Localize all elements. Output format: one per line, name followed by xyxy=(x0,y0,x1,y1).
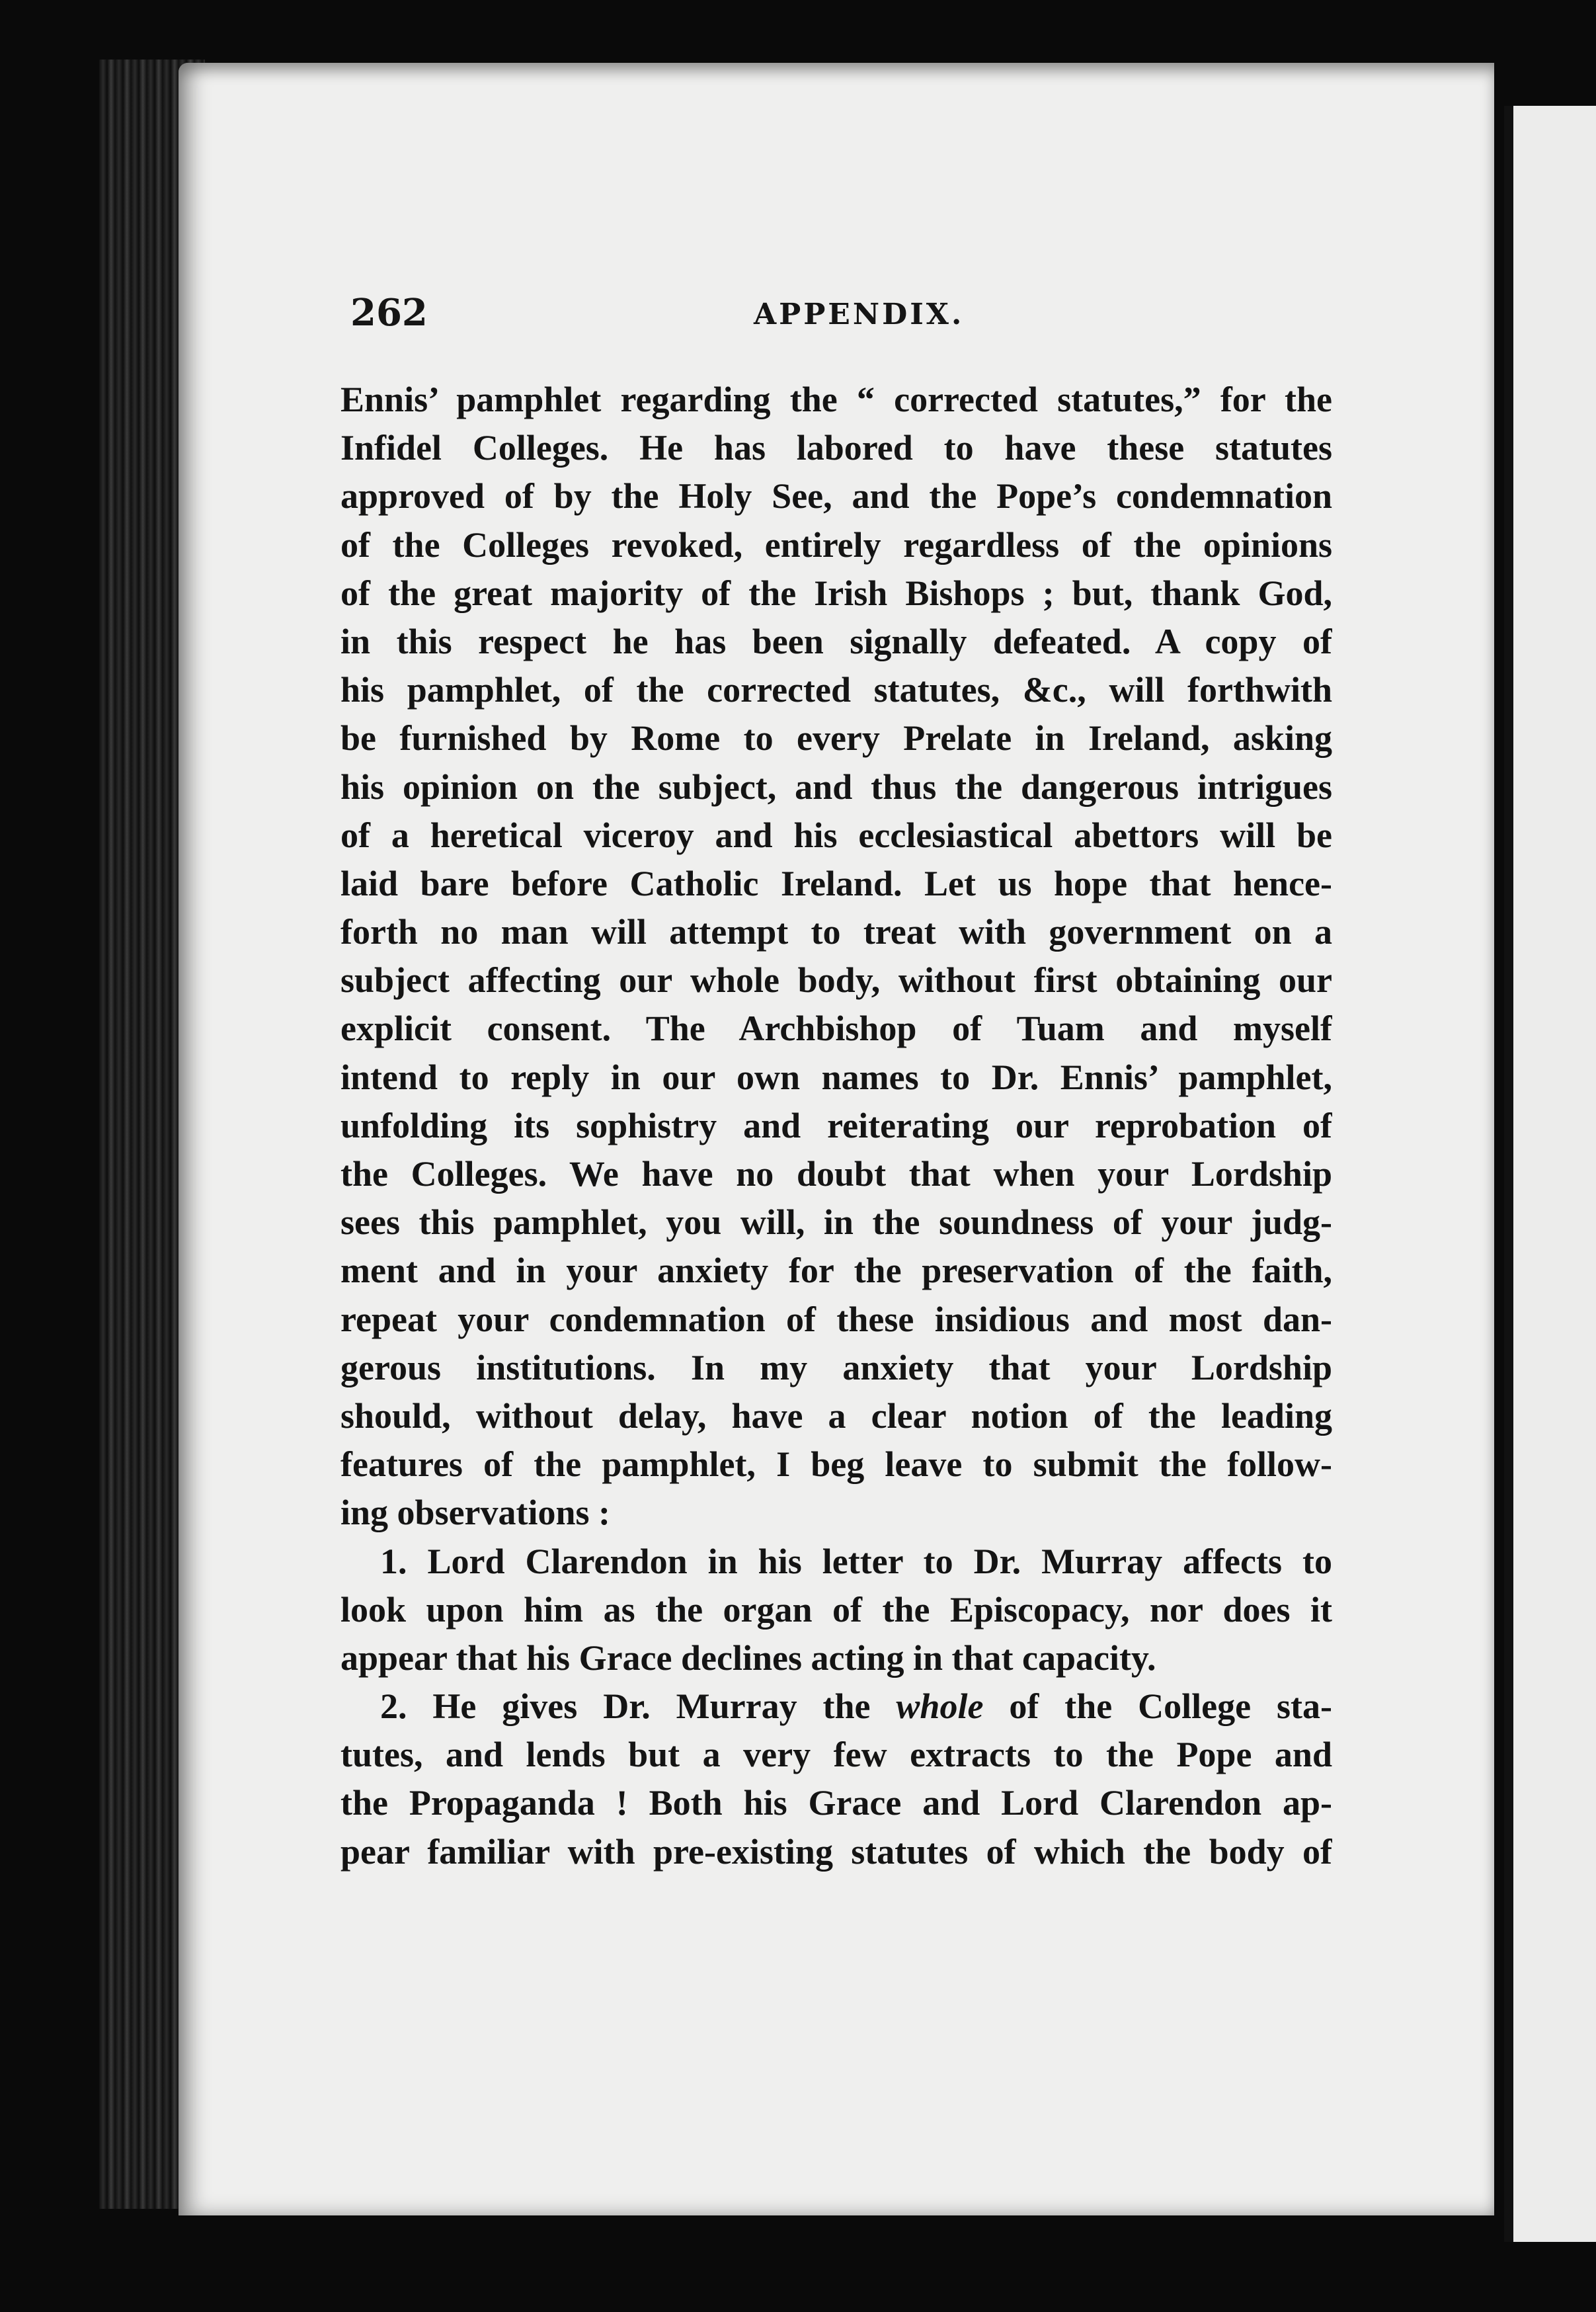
text-line: in this respect he has been signally defeated. A copy of xyxy=(340,621,1332,661)
page-header xyxy=(350,291,1342,344)
text-line: subject affecting our whole body, without first obtaining our xyxy=(340,960,1332,1001)
text-line: unfolding its sophistry and reiterating our reprobation of xyxy=(340,1105,1332,1145)
numbered-paragraph-line xyxy=(340,1682,1332,1731)
text-line: approved of by the Holy See, and the Pope’s condemnation xyxy=(340,476,1332,516)
text-line: laid bare before Catholic Ireland. Let us hope that hence- xyxy=(340,863,1332,903)
text-line: the Colleges. We have no doubt that when your Lordship xyxy=(340,1154,1332,1194)
text-line: intend to reply in our own names to Dr. Ennis’ pamphlet, xyxy=(340,1057,1332,1097)
text-run: of the College sta- xyxy=(1009,1686,1332,1727)
text-line: his opinion on the subject, and thus the dangerous intrigues xyxy=(340,766,1332,807)
text-line: ment and in your anxiety for the preservation of the faith, xyxy=(340,1251,1332,1291)
text-line: his pamphlet, of the corrected statutes, &c., will forthwith xyxy=(340,670,1332,710)
running-head: APPENDIX. xyxy=(754,298,965,331)
text-line: of a heretical viceroy and his ecclesiastical abettors will be xyxy=(340,815,1332,855)
facing-page-edge xyxy=(1504,106,1596,2242)
text-line: should, without delay, have a clear notion of the leading xyxy=(340,1395,1332,1436)
text-line: tutes, and lends but a very few extracts to the Pope and xyxy=(340,1735,1332,1775)
italic-word: whole xyxy=(896,1686,984,1727)
text-line: ing observations : xyxy=(340,1493,611,1533)
text-line: Ennis’ pamphlet regarding the “ corrected statutes,” for the xyxy=(340,380,1332,419)
numbered-paragraph-line: 1. Lord Clarendon in his letter to Dr. Murray affects to xyxy=(380,1541,1332,1581)
text-line: pear familiar with pre-existing statutes of which the body of xyxy=(340,1831,1332,1872)
text-line: look upon him as the organ of the Episcopacy, nor does it xyxy=(340,1589,1332,1630)
text-line: forth no man will attempt to treat with government on a xyxy=(340,912,1332,952)
body-text xyxy=(340,376,1332,1876)
text-line: appear that his Grace declines acting in that capacity. xyxy=(340,1637,1156,1678)
page-number: 262 xyxy=(350,291,428,335)
text-line: explicit consent. The Archbishop of Tuam and myself xyxy=(340,1009,1332,1049)
text-line: Infidel Colleges. He has labored to have these statutes xyxy=(340,428,1332,468)
text-line: sees this pamphlet, you will, in the soundness of your judg- xyxy=(340,1202,1332,1243)
text-line: the Propaganda ! Both his Grace and Lord Clarendon ap- xyxy=(340,1783,1332,1823)
text-line: of the Colleges revoked, entirely regardless of the opinions xyxy=(340,524,1332,565)
text-line: be furnished by Rome to every Prelate in Ireland, asking xyxy=(340,718,1332,759)
text-run: 2. He gives Dr. Murray the xyxy=(380,1686,871,1727)
text-line: repeat your condemnation of these insidious and most dan- xyxy=(340,1299,1332,1339)
text-line: features of the pamphlet, I beg leave to submit the follow- xyxy=(340,1444,1332,1485)
text-line: of the great majority of the Irish Bishops ; but, thank God, xyxy=(340,573,1332,613)
text-line: gerous institutions. In my anxiety that your Lordship xyxy=(340,1347,1332,1387)
